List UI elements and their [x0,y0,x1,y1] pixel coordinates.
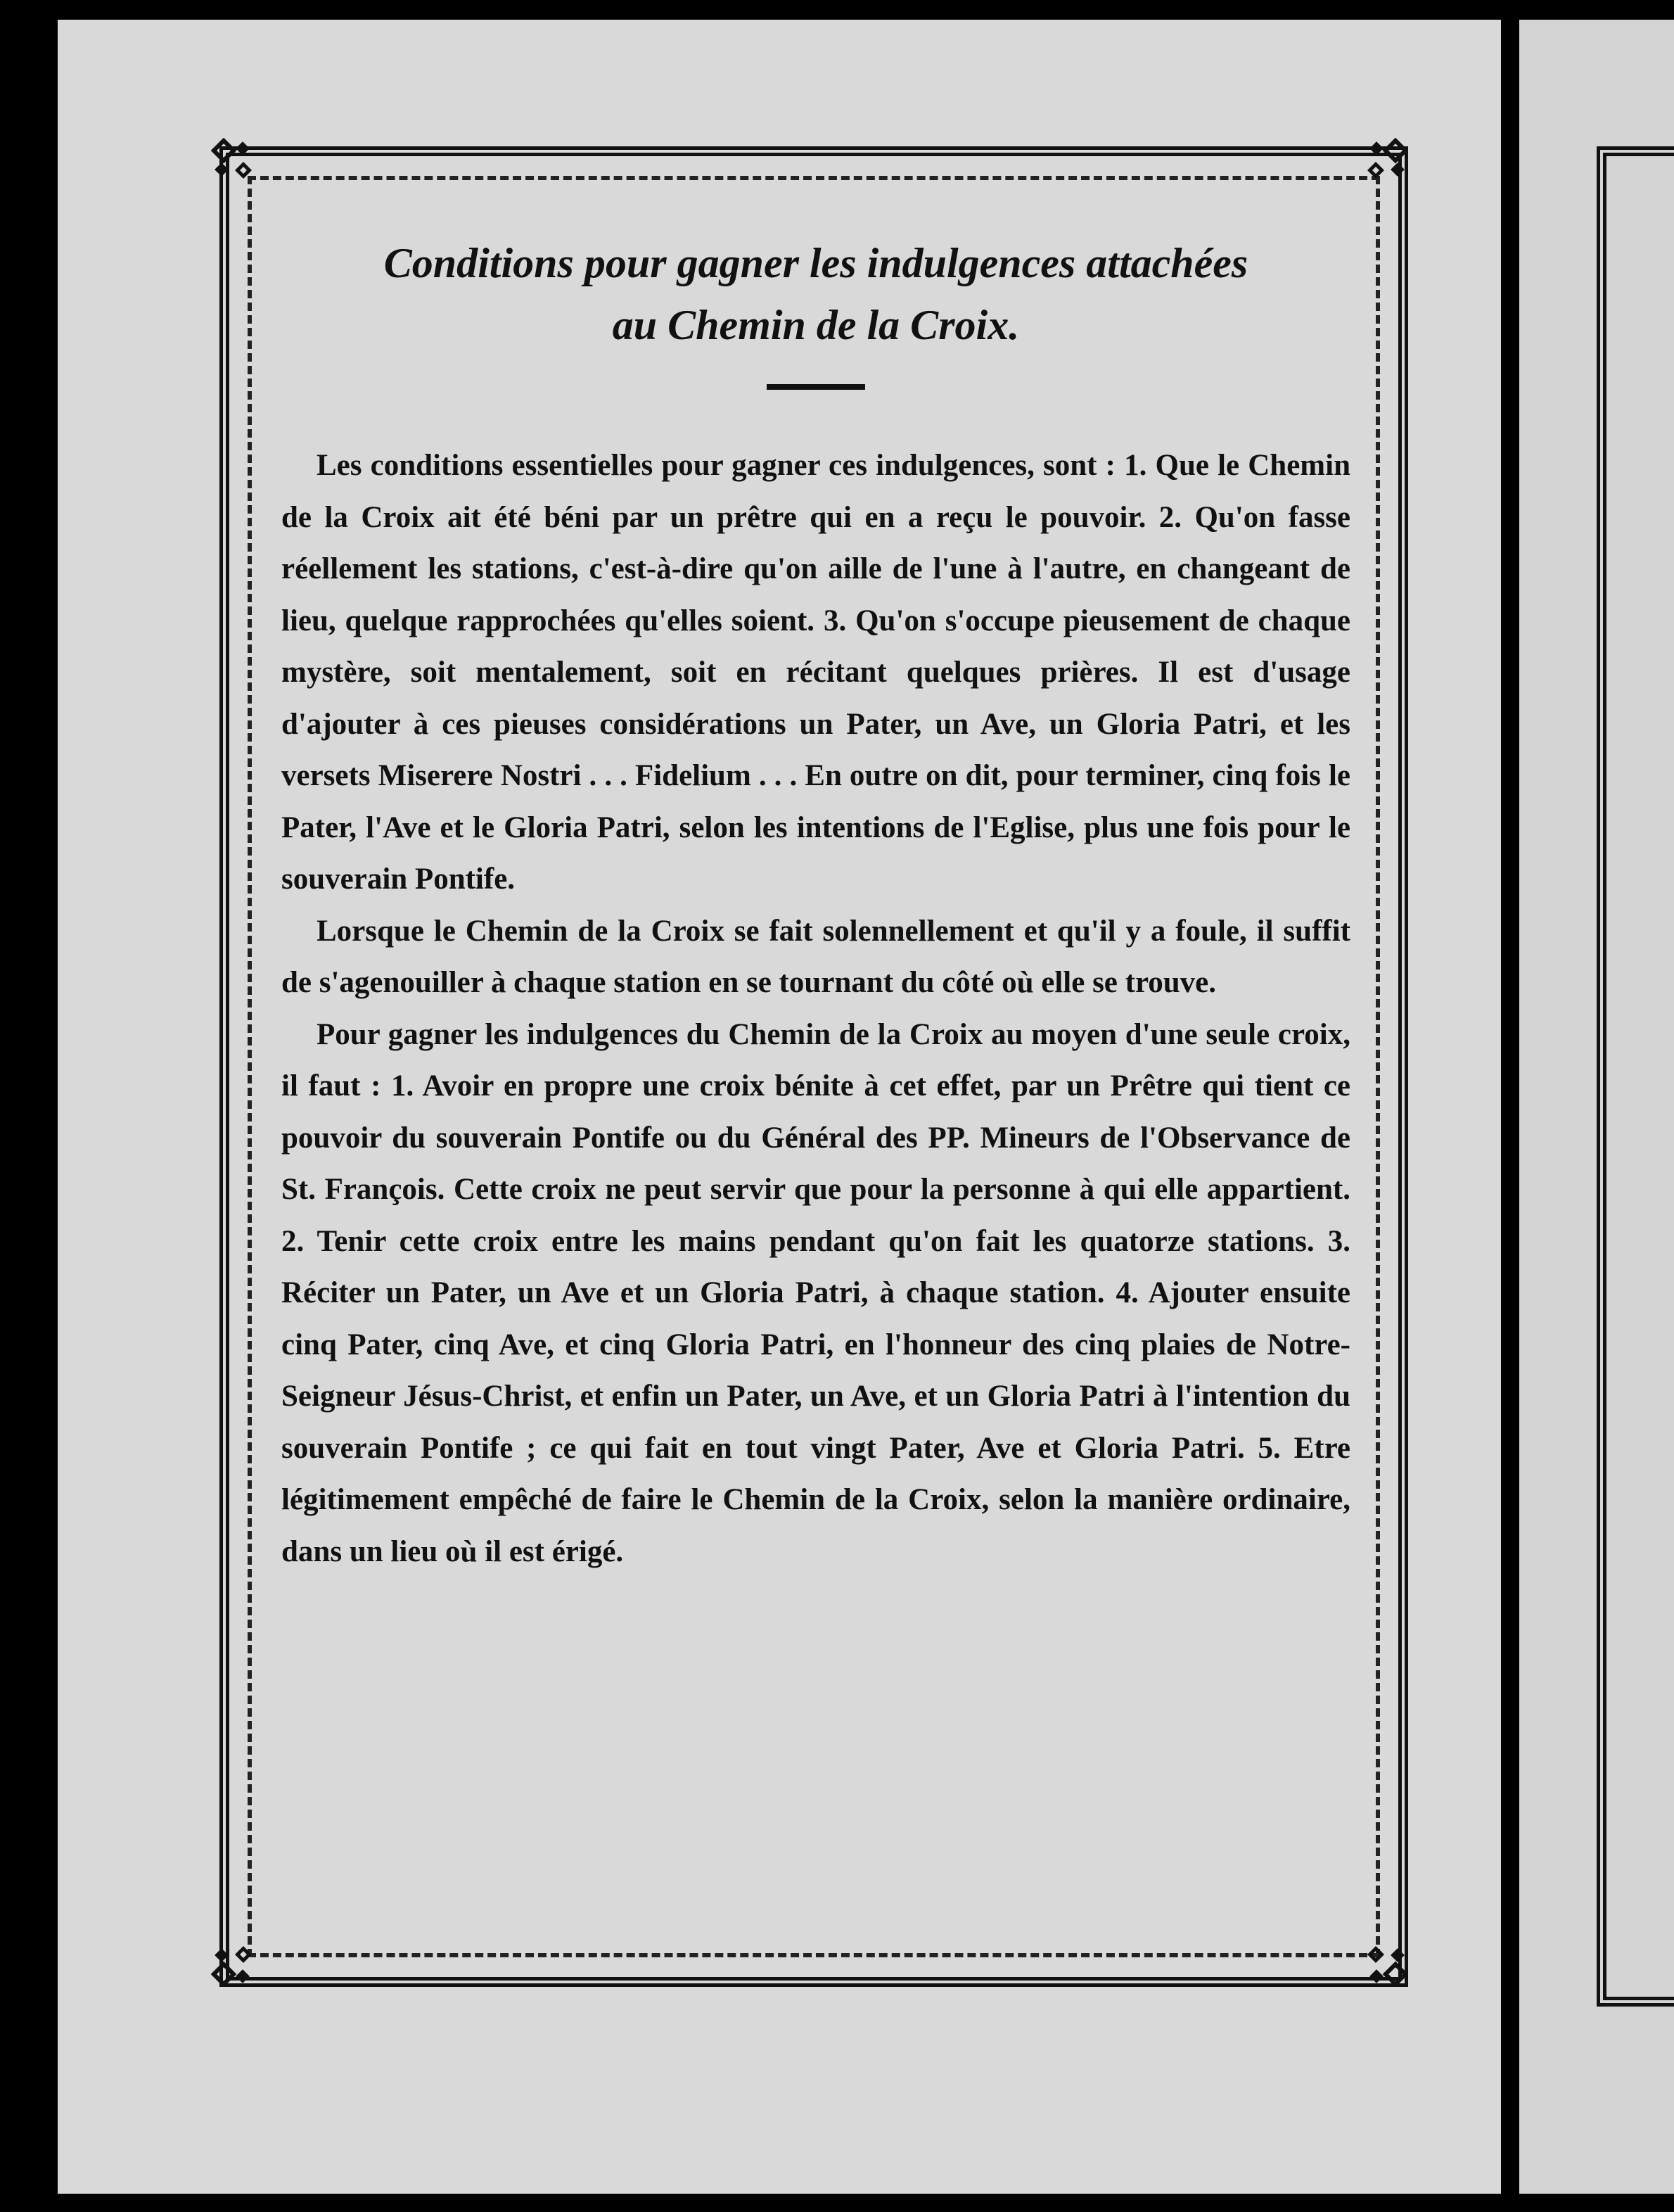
paragraph-single-cross: Pour gagner les indulgences du Chemin de la Croix au moyen d'une seule croix, il faut : 1. Avoir en propre une croix bénite à cet effet, par un Prêtre qui tient ce pouvoir du souverain Pontife ou du Général des PP. Mineurs de l'Observance de St. François. Cette croix ne peut servir que pour la personne à qui elle appartient. 2. Tenir cette croix entre les mains pendant qu'on fait les quatorze stations. 3. Réciter un Pater, un Ave et un Gloria Patri, à chaque station. 4. Ajouter ensuite cinq Pater, cinq Ave, et cinq Gloria Patri, en l'honneur des cinq plaies de Notre-Seigneur Jésus-Christ, et enfin un Pater, un Ave, et un Gloria Patri à l'intention du souverain Pontife ; ce qui fait en tout vingt Pater, Ave et Gloria Patri. 5. Etre légitimement empêché de faire le Chemin de la Croix, selon la manière ordinaire, dans un lieu où il est érigé. [281,1017,1350,1568]
paragraph-solemn: Lorsque le Chemin de la Croix se fait solennellement et qu'il y a foule, il suffit de s'agenouiller à chaque station en se tournant du côté où elle se trouve. [281,914,1350,999]
title-line-1: Conditions pour gagner les indulgences attachées [383,240,1248,286]
page-title [267,232,1365,356]
facing-page-border [1597,146,1674,2007]
corner-ornament-icon [211,138,274,201]
body-text [281,440,1350,1577]
title-divider [767,384,865,390]
paragraph-conditions: Les conditions essentielles pour gagner ces indulgences, sont : 1. Que le Chemin de la Croix ait été béni par un prêtre qui en a reçu le pouvoir. 2. Qu'on fasse réellement les stations, c'est-à-dire qu'on aille de l'une à l'autre, en changeant de lieu, quelque rapprochées qu'elles soient. 3. Qu'on s'occupe pieusement de chaque mystère, soit mentalement, soit en récitant quelques prières. Il est d'usage d'ajouter à ces pieuses considérations un Pater, un Ave, un Gloria Patri, et les versets Miserere Nostri . . . Fidelium . . . En outre on dit, pour terminer, cinq fois le Pater, l'Ave et le Gloria Patri, selon les intentions de l'Eglise, plus une fois pour le souverain Pontife. [281,449,1350,896]
page-gutter [1501,0,1519,2212]
title-line-2: au Chemin de la Croix. [612,302,1020,348]
corner-ornament-icon [211,1924,274,1987]
corner-ornament-icon [1345,1924,1408,1987]
corner-ornament-icon [1345,138,1408,201]
